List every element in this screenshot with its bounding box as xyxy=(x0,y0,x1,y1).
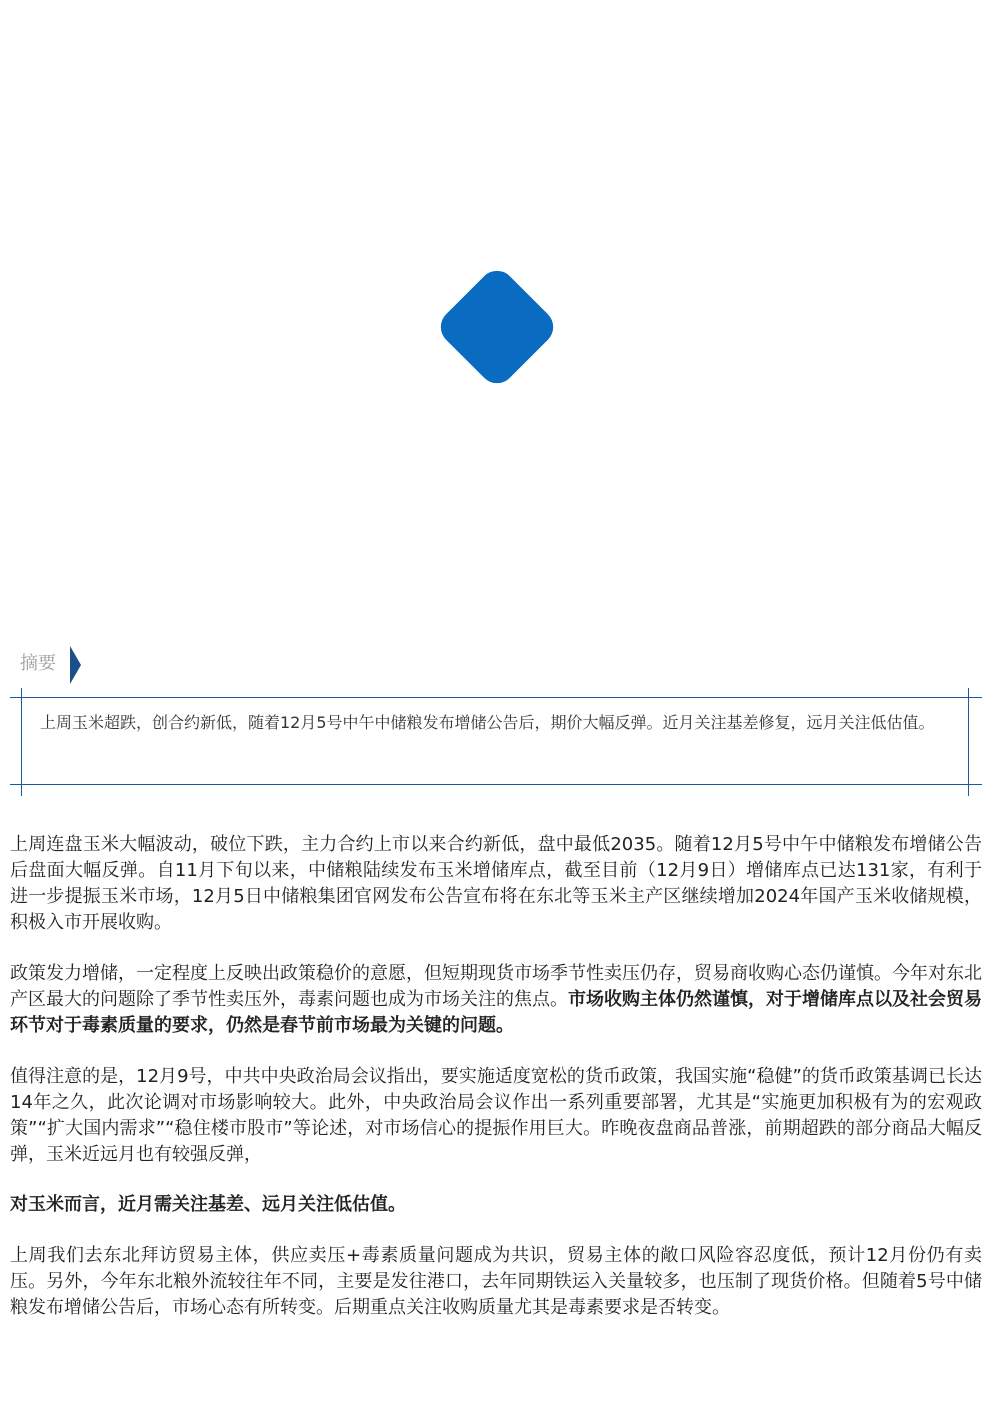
paragraph-4 xyxy=(10,1192,982,1218)
abstract-label: 摘要 xyxy=(20,653,56,674)
paragraph-4-bold: 对玉米而言，近月需关注基差、远月关注低估值。 xyxy=(10,1194,406,1215)
paragraph-2 xyxy=(10,961,982,1039)
paragraph-3-text: 值得注意的是，12月9号，中共中央政治局会议指出，要实施适度宽松的货币政策，我国实施“稳健”的货币政策基调已长达14年之久，此次论调对市场影响较大。此外，中央政治局会议作出一系列重要部署，尤其是“实施更加积极有为的宏观政策”“扩大国内需求”“稳住楼市股市”等论述，对市场信心的提振作用巨大。昨晚夜盘商品普涨，前期超跌的部分商品大幅反弹，玉米近远月也有较强反弹， xyxy=(10,1066,982,1165)
paragraph-3 xyxy=(10,1064,982,1168)
paragraph-1-text: 上周连盘玉米大幅波动，破位下跌，主力合约上市以来合约新低，盘中最低2035。随着12月5号中午中储粮发布增储公告后盘面大幅反弹。自11月下旬以来，中储粮陆续发布玉米增储库点，截至目前（12月9日）增储库点已达131家，有利于进一步提振玉米市场，12月5日中储粮集团官网发布公告宣布将在东北等玉米主产区继续增加2024年国产玉米收储规模，积极入市开展收购。 xyxy=(10,834,982,933)
arrow-marker-icon xyxy=(70,646,81,684)
summary-left-rule xyxy=(21,688,22,796)
paragraph-1 xyxy=(10,832,982,936)
paragraph-5-text: 上周我们去东北拜访贸易主体，供应卖压+毒素质量问题成为共识，贸易主体的敞口风险容忍度低，预计12月份仍有卖压。另外，今年东北粮外流较往年不同，主要是发往港口，去年同期铁运入关量较多，也压制了现货价格。但随着5号中储粮发布增储公告后，市场心态有所转变。后期重点关注收购质量尤其是毒素要求是否转变。 xyxy=(10,1245,982,1318)
paragraph-2-bold: 市场收购主体仍然谨慎，对于增储库点以及社会贸易环节对于毒素质量的要求，仍然是春节前市场最为关键的问题。 xyxy=(10,989,982,1036)
summary-top-rule xyxy=(10,697,982,698)
summary-bottom-rule xyxy=(10,784,982,785)
summary-right-rule xyxy=(968,688,969,796)
paragraph-2-text: 政策发力增储，一定程度上反映出政策稳价的意愿，但短期现货市场季节性卖压仍存，贸易商收购心态仍谨慎。今年对东北产区最大的问题除了季节性卖压外，毒素问题也成为市场关注的焦点。 xyxy=(10,963,982,1010)
paragraph-5 xyxy=(10,1243,982,1321)
summary-text: 上周玉米超跌，创合约新低，随着12月5号中午中储粮发布增储公告后，期价大幅反弹。近月关注基差修复，远月关注低估值。 xyxy=(40,713,935,732)
summary-box xyxy=(10,688,982,796)
company-logo-icon xyxy=(425,255,569,399)
